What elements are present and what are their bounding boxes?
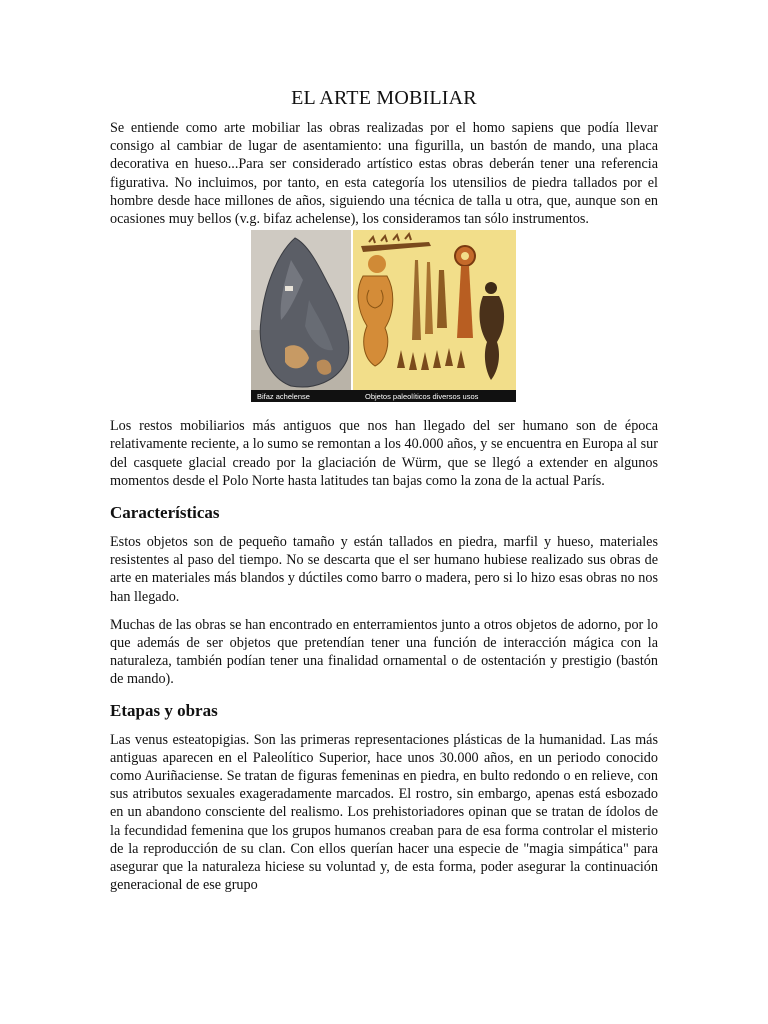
paragraph-materials: Estos objetos son de pequeño tamaño y están tallados en piedra, marfil y hueso, materiales resistentes al paso del tiempo. No se descarta que el ser humano hubiese realizado sus obras de arte en materiales más blandos y dúctiles como barro o madera, pero si lo hizo esas obras no nos han llegado.: [110, 534, 658, 605]
paragraph-oldest-remains: Los restos mobiliarios más antiguos que nos han llegado del ser humano son de época relativamente reciente, a lo sumo se remontan a los 40.000 años, y se encuentra en Europa al sur del casquete glacial creado por la glaciación de Würm, que se llegó a extender en algunos momentos desde el Polo Norte hasta latitudes tan bajas como la zona de la actual París.: [110, 418, 658, 489]
section-heading-etapas: Etapas y obras: [110, 700, 218, 720]
paragraph-burials: Muchas de las obras se han encontrado en enterramientos junto a otros objetos de adorno, por lo que además de ser objetos que pretendían tener una función de interacción mágica con la naturaleza, también podían tener una finalidad ornamental o de ostentación y prestigio (bastón de mando).: [110, 616, 658, 688]
intro-paragraph: Se entiende como arte mobiliar las obras realizadas por el homo sapiens que podía llevar consigo al cambiar de lugar de asentamiento: una figurilla, un bastón de mando, una placa decorativa en hueso...Para ser considerado artístico estas obras deberán tener una referencia figurativa. No incluimos, por tanto, en esta categoría los utensilios de piedra tallados por el hombre desde hace millones de años, siguiendo una técnica de talla u otra, que, aunque son en ocasiones muy bellos (v.g. bifaz achelense), los consideramos tan sólo instrumentos.: [110, 120, 658, 228]
paragraph-venus: Las venus esteatopigias. Son las primeras representaciones plásticas de la humanidad. Las más antiguas aparecen en el Paleolítico Superior, hace unos 30.000 años, en un periodo conocido como Auriñaciense. Se tratan de figuras femeninas en piedra, en bulto redondo o en relieve, con sus atributos sexuales exageradamente marcados. El rostro, sin embargo, apenas está esbozado en un abandono consciente del realismo. Los prehistoriadores opinan que se tratan de ídolos de la fecundidad femenina que los grupos humanos creaban para de esa forma controlar el misterio de la reproducción de su clan. Con ellos querían hacer una especie de "magia simpática" para asegurar que la naturaleza hiciese su voluntad y, de esta forma, poder asegurar la continuación generacional de ese grupo: [110, 731, 658, 894]
artifacts-illustration: [251, 230, 516, 402]
figure-caption-right: Objetos paleolíticos diversos usos: [365, 392, 479, 402]
document-title: EL ARTE MOBILIAR: [291, 87, 477, 109]
artifacts-figure: [251, 230, 516, 402]
venus-head: [368, 255, 386, 273]
figure-caption-left: Bifaz achelense: [257, 392, 310, 402]
section-heading-caracteristicas: Características: [110, 503, 220, 523]
